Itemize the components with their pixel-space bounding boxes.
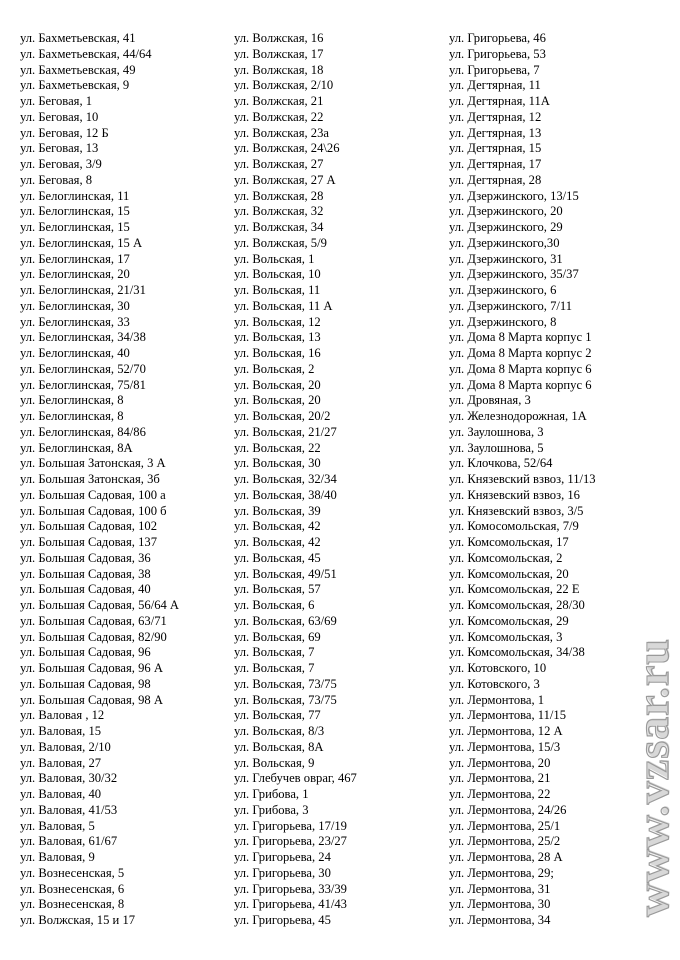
address-entry: ул. Лермонтова, 25/1 (449, 818, 561, 833)
address-entry: ул. Вольская, 20/2 (234, 409, 331, 423)
address-entry: ул. Дома 8 Марта корпус 6 (449, 361, 592, 376)
address-entry: ул. Вольская, 1 (234, 251, 315, 266)
address-entry: ул. Дегтярная, 12 (449, 109, 542, 124)
address-entry: ул. Белоглинская, 8 (20, 393, 124, 408)
address-entry: ул. Вольская, 42 (234, 519, 321, 534)
address-column-1 (20, 31, 225, 929)
address-entry: ул. Вольская, 49/51 (234, 566, 337, 581)
watermark-text: www.vzsar.ru (626, 637, 678, 917)
address-entry: ул. Большая Садовая, 100 а (20, 487, 166, 502)
address-entry: ул. Белоглинская, 17 (20, 251, 130, 266)
address-entry: ул. Лермонтова, 11/15 (449, 708, 567, 723)
address-entry: ул. Григорьева, 23/27 (234, 834, 347, 849)
address-entry: ул. Валовая, 2/10 (20, 739, 111, 754)
address-entry: ул. Бахметьевская, 41 (20, 31, 136, 45)
address-entry: ул. Дегтярная, 11А (449, 94, 550, 108)
address-entry: ул. Белоглинская, 8 (20, 409, 124, 423)
address-entry: ул. Валовая, 41/53 (20, 802, 118, 817)
address-entry: ул. Дегтярная, 28 (449, 172, 542, 187)
address-entry: ул. Вольская, 22 (234, 440, 321, 455)
address-entry: ул. Большая Затонская, 3 А (20, 456, 166, 471)
address-entry: ул. Котовского, 10 (449, 661, 547, 675)
address-entry: ул. Большая Садовая, 98 А (20, 692, 163, 707)
address-entry: ул. Белоглинская, 52/70 (20, 361, 146, 376)
address-entry: ул. Григорьева, 46 (449, 31, 546, 45)
address-entry: ул. Вольская, 10 (234, 267, 321, 282)
address-entry: ул. Волжская, 22 (234, 109, 324, 124)
address-entry: ул. Вольская, 77 (234, 708, 321, 723)
address-entry: ул. Комсомольская, 20 (449, 566, 569, 581)
address-entry: ул. Вольская, 63/69 (234, 613, 337, 628)
address-entry: ул. Беговая, 1 (20, 94, 93, 108)
address-entry: ул. Вольская, 32/34 (234, 472, 337, 486)
address-entry: ул. Григорьева, 53 (449, 46, 546, 61)
address-entry: ул. Комосомольская, 7/9 (449, 519, 579, 534)
address-entry: ул. Белоглинская, 15 А (20, 235, 143, 250)
address-entry: ул. Валовая, 15 (20, 724, 102, 738)
address-entry: ул. Вольская, 20 (234, 393, 321, 408)
address-entry: ул. Комсомольская, 22 Е (449, 582, 580, 597)
address-entry: ул. Большая Затонская, 3б (20, 472, 160, 486)
address-entry: ул. Вольская, 73/75 (234, 676, 337, 691)
address-entry: ул. Валовая, 40 (20, 787, 102, 801)
address-entry: ул. Лермонтова, 25/2 (449, 834, 561, 849)
address-entry: ул. Беговая, 13 (20, 141, 99, 156)
address-entry: ул. Дома 8 Марта корпус 2 (449, 346, 592, 360)
address-entry: ул. Вознесенская, 5 (20, 865, 125, 880)
address-entry: ул. Лермонтова, 24/26 (449, 802, 567, 817)
address-column-3 (449, 31, 629, 929)
address-entry: ул. Большая Садовая, 137 (20, 535, 157, 549)
address-entry: ул. Лермонтова, 21 (449, 771, 551, 786)
address-entry: ул. Волжская, 32 (234, 204, 324, 219)
address-entry: ул. Вольская, 11 (234, 283, 321, 297)
site-watermark (626, 612, 678, 942)
address-entry: ул. Валовая, 30/32 (20, 771, 118, 786)
address-entry: ул. Комсомольская, 2 (449, 550, 563, 565)
address-entry: ул. Дома 8 Марта корпус 1 (449, 330, 592, 345)
address-entry: ул. Дегтярная, 15 (449, 141, 542, 156)
address-entry: ул. Вознесенская, 8 (20, 897, 125, 912)
address-entry: ул. Железнодорожная, 1А (449, 409, 587, 423)
address-entry: ул. Комсомольская, 29 (449, 613, 569, 628)
address-entry: ул. Большая Садовая, 56/64 А (20, 598, 180, 612)
address-entry: ул. Грибова, 1 (234, 787, 309, 801)
address-entry: ул. Бахметьевская, 44/64 (20, 46, 152, 61)
address-entry: ул. Валовая , 12 (20, 708, 105, 723)
address-entry: ул. Белоглинская, 34/38 (20, 330, 146, 345)
address-entry: ул. Григорьева, 45 (234, 913, 331, 927)
address-entry: ул. Волжская, 16 (234, 31, 324, 45)
address-entry: ул. Волжская, 21 (234, 94, 324, 108)
address-entry: ул. Григорьева, 17/19 (234, 818, 347, 833)
address-entry: ул. Большая Садовая, 63/71 (20, 613, 167, 628)
address-entry: ул. Лермонтова, 20 (449, 755, 551, 770)
address-entry: ул. Белоглинская, 33 (20, 314, 130, 329)
address-entry: ул. Валовая, 61/67 (20, 834, 118, 849)
address-entry: ул. Бахметьевская, 49 (20, 62, 136, 77)
address-entry: ул. Дзержинского, 31 (449, 251, 563, 266)
address-entry: ул. Дегтярная, 17 (449, 157, 542, 171)
address-entry: ул. Григорьева, 30 (234, 865, 331, 880)
address-entry: ул. Лермонтова, 12 А (449, 724, 563, 738)
address-entry: ул. Большая Садовая, 36 (20, 550, 151, 565)
address-entry: ул. Белоглинская, 8А (20, 440, 133, 455)
address-entry: ул. Большая Садовая, 40 (20, 582, 151, 597)
address-entry: ул. Волжская, 2/10 (234, 78, 334, 93)
address-entry: ул. Вольская, 69 (234, 629, 321, 644)
address-entry: ул. Волжская, 23а (234, 125, 329, 140)
address-entry: ул. Большая Садовая, 98 (20, 676, 151, 691)
address-entry: ул. Лермонтова, 31 (449, 881, 551, 896)
address-entry: ул. Вознесенская, 6 (20, 881, 125, 896)
address-entry: ул. Вольская, 57 (234, 582, 321, 597)
address-entry: ул. Белоглинская, 15 (20, 220, 130, 234)
address-entry: ул. Комсомольская, 3 (449, 629, 563, 644)
address-entry: ул. Белоглинская, 21/31 (20, 283, 146, 297)
address-entry: ул. Белоглинская, 11 (20, 188, 130, 203)
address-entry: ул. Дровяная, 3 (449, 393, 531, 408)
address-entry: ул. Котовского, 3 (449, 676, 540, 691)
address-entry: ул. Вольская, 39 (234, 503, 321, 518)
address-entry: ул. Волжская, 15 и 17 (20, 913, 136, 927)
address-entry: ул. Лермонтова, 34 (449, 913, 551, 927)
address-entry: ул. Заулошнова, 5 (449, 440, 544, 455)
address-entry: ул. Белоглинская, 30 (20, 298, 130, 313)
address-entry: ул. Дома 8 Марта корпус 6 (449, 377, 592, 392)
address-entry: ул. Вольская, 2 (234, 361, 315, 376)
address-entry: ул. Вольская, 38/40 (234, 487, 337, 502)
address-entry: ул. Беговая, 3/9 (20, 157, 102, 171)
address-entry: ул. Вольская, 7 (234, 661, 315, 675)
address-entry: ул. Вольская, 11 А (234, 298, 333, 313)
address-entry: ул. Лермонтова, 15/3 (449, 739, 561, 754)
address-entry: ул. Комсомольская, 28/30 (449, 598, 585, 612)
address-entry: ул. Вольская, 9 (234, 755, 315, 770)
address-entry: ул. Вольская, 6 (234, 598, 315, 612)
address-entry: ул. Белоглинская, 20 (20, 267, 130, 282)
address-entry: ул. Лермонтова, 28 А (449, 850, 563, 864)
address-entry: ул. Лермонтова, 30 (449, 897, 551, 912)
address-entry: ул. Волжская, 27 А (234, 172, 336, 187)
address-entry: ул. Волжская, 34 (234, 220, 324, 234)
address-entry: ул. Большая Садовая, 102 (20, 519, 157, 534)
address-entry: ул. Белоглинская, 15 (20, 204, 130, 219)
address-entry: ул. Большая Садовая, 96 (20, 645, 151, 660)
address-entry: ул. Григорьева, 33/39 (234, 881, 347, 896)
address-entry: ул. Вольская, 12 (234, 314, 321, 329)
address-entry: ул. Вольская, 21/27 (234, 424, 337, 439)
address-entry: ул. Вольская, 8/3 (234, 724, 325, 738)
address-entry: ул. Большая Садовая, 38 (20, 566, 151, 581)
address-entry: ул. Заулошнова, 3 (449, 424, 544, 439)
address-entry: ул. Волжская, 27 (234, 157, 324, 171)
address-entry: ул. Волжская, 24\26 (234, 141, 340, 156)
address-entry: ул. Валовая, 5 (20, 818, 95, 833)
address-entry: ул. Вольская, 42 (234, 535, 321, 549)
address-entry: ул. Бахметьевская, 9 (20, 78, 130, 93)
address-entry: ул. Валовая, 27 (20, 755, 102, 770)
address-entry: ул. Грибова, 3 (234, 802, 309, 817)
address-entry: ул. Вольская, 16 (234, 346, 321, 360)
address-entry: ул. Большая Садовая, 82/90 (20, 629, 167, 644)
address-entry: ул. Беговая, 10 (20, 109, 99, 124)
address-entry: ул. Князевский взвоз, 3/5 (449, 503, 584, 518)
address-entry: ул. Вольская, 30 (234, 456, 321, 471)
address-entry: ул. Дзержинского, 8 (449, 314, 557, 329)
address-entry: ул. Глебучев овраг, 467 (234, 771, 357, 786)
address-entry: ул. Лермонтова, 1 (449, 692, 545, 707)
address-entry: ул. Белоглинская, 84/86 (20, 424, 146, 439)
address-entry: ул. Вольская, 73/75 (234, 692, 337, 707)
address-entry: ул. Волжская, 18 (234, 62, 324, 77)
address-entry: ул. Беговая, 8 (20, 172, 93, 187)
address-entry: ул. Лермонтова, 22 (449, 787, 551, 801)
address-entry: ул. Дзержинского, 6 (449, 283, 557, 297)
address-entry: ул. Дзержинского, 29 (449, 220, 563, 234)
address-entry: ул. Дегтярная, 11 (449, 78, 541, 93)
address-entry: ул. Комсомольская, 17 (449, 535, 569, 549)
address-entry: ул. Князевский взвоз, 11/13 (449, 472, 596, 486)
address-column-2 (234, 31, 439, 929)
address-entry: ул. Григорьева, 41/43 (234, 897, 347, 912)
address-entry: ул. Большая Садовая, 100 б (20, 503, 167, 518)
address-entry: ул. Беговая, 12 Б (20, 125, 109, 140)
address-entry: ул. Волжская, 28 (234, 188, 324, 203)
address-entry: ул. Белоглинская, 40 (20, 346, 130, 360)
address-entry: ул. Белоглинская, 75/81 (20, 377, 146, 392)
address-entry: ул. Григорьева, 7 (449, 62, 540, 77)
address-entry: ул. Валовая, 9 (20, 850, 95, 864)
address-entry: ул. Дзержинского,30 (449, 235, 560, 250)
address-entry: ул. Вольская, 7 (234, 645, 315, 660)
address-entry: ул. Волжская, 17 (234, 46, 324, 61)
address-entry: ул. Вольская, 20 (234, 377, 321, 392)
address-entry: ул. Комсомольская, 34/38 (449, 645, 585, 660)
address-entry: ул. Клочкова, 52/64 (449, 456, 553, 471)
address-entry: ул. Вольская, 13 (234, 330, 321, 345)
address-entry: ул. Дзержинского, 7/11 (449, 298, 573, 313)
address-entry: ул. Князевский взвоз, 16 (449, 487, 580, 502)
address-entry: ул. Дзержинского, 13/15 (449, 188, 579, 203)
address-entry: ул. Волжская, 5/9 (234, 235, 327, 250)
address-entry: ул. Большая Садовая, 96 А (20, 661, 163, 675)
address-entry: ул. Лермонтова, 29; (449, 865, 554, 880)
address-entry: ул. Дзержинского, 35/37 (449, 267, 579, 282)
address-entry: ул. Дегтярная, 13 (449, 125, 542, 140)
address-entry: ул. Вольская, 8А (234, 739, 324, 754)
address-entry: ул. Вольская, 45 (234, 550, 321, 565)
address-entry: ул. Григорьева, 24 (234, 850, 331, 864)
address-entry: ул. Дзержинского, 20 (449, 204, 563, 219)
